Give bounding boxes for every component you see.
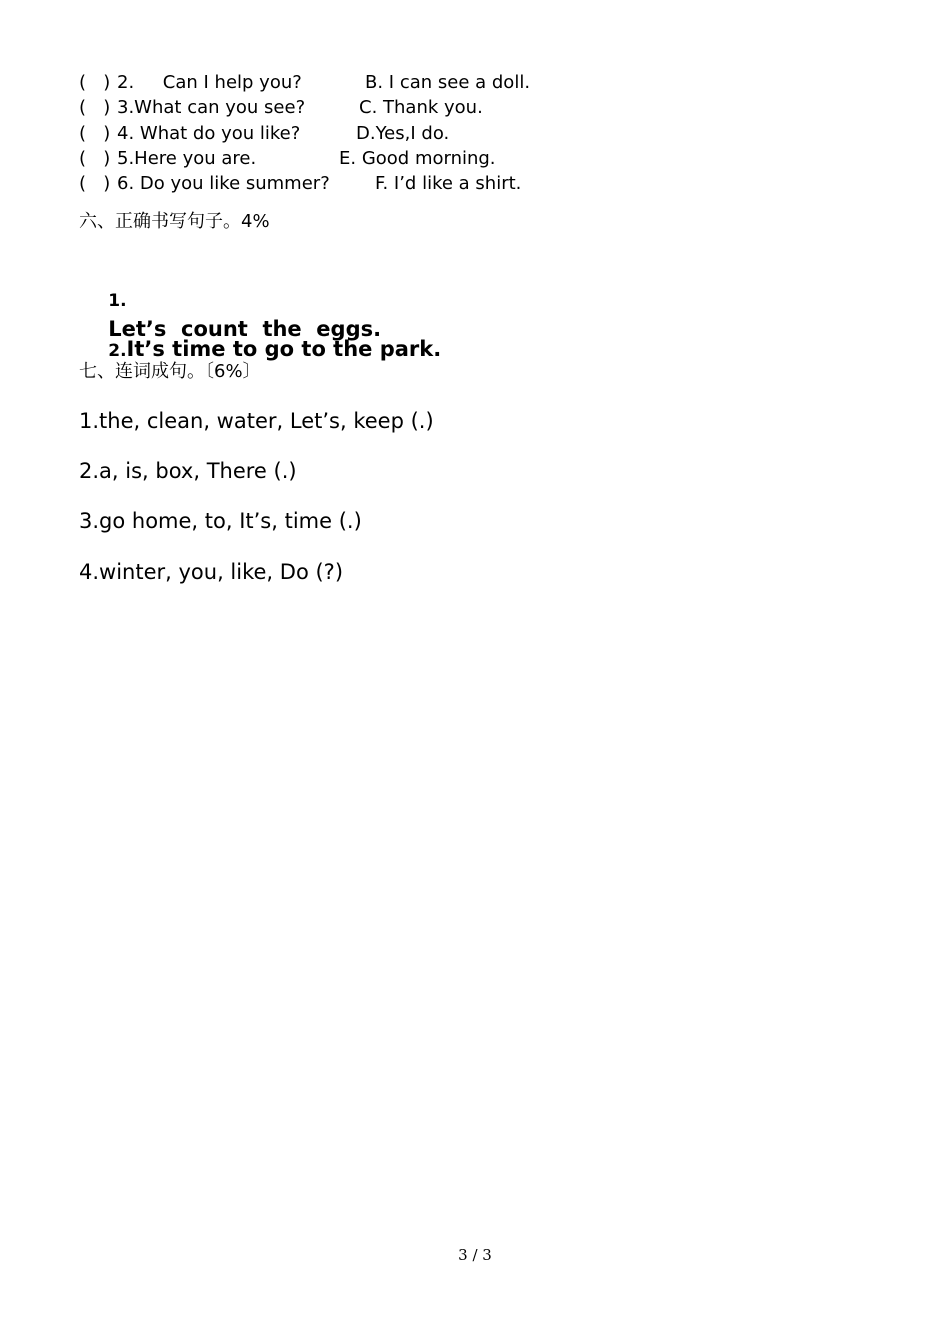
matching-answer: E. Good morning.	[339, 148, 496, 169]
matching-question: 3.What can you see?	[117, 97, 306, 118]
answer-blank: ( )	[79, 173, 111, 194]
matching-question: 5.Here you are.	[117, 148, 257, 169]
matching-question: 6. Do you like summer?	[117, 173, 330, 194]
item-number: 2.	[108, 341, 127, 361]
answer-blank: ( )	[79, 72, 111, 93]
section-6-heading: 六、正确书写句子。4%	[79, 211, 270, 232]
page-number: 3 / 3	[458, 1246, 492, 1264]
matching-row	[79, 71, 531, 95]
matching-row	[79, 147, 496, 171]
matching-row	[79, 122, 450, 146]
word-order-item: 2.a, is, box, There (.)	[79, 459, 297, 483]
matching-question: 2. Can I help you?	[117, 72, 302, 93]
matching-question: 4. What do you like?	[117, 123, 301, 144]
answer-blank: ( )	[79, 97, 111, 118]
answer-blank: ( )	[79, 148, 111, 169]
word-order-item: 3.go home, to, It’s, time (.)	[79, 509, 362, 533]
matching-answer: F. I’d like a shirt.	[375, 173, 522, 194]
item-number: 1.	[108, 291, 127, 311]
word-order-item: 4.winter, you, like, Do (?)	[79, 560, 344, 584]
sentence-text: It’s time to go to the park.	[126, 337, 442, 361]
section-7-heading: 七、连词成句。〔6%〕	[79, 361, 261, 382]
matching-row	[79, 172, 522, 196]
matching-answer: D.Yes,I do.	[356, 123, 450, 144]
sentence-text: Let’s count the eggs.	[108, 317, 382, 341]
word-order-item: 1.the, clean, water, Let’s, keep (.)	[79, 409, 434, 433]
matching-row	[79, 96, 483, 120]
matching-answer: C. Thank you.	[359, 97, 483, 118]
matching-answer: B. I can see a doll.	[365, 72, 531, 93]
answer-blank: ( )	[79, 123, 111, 144]
